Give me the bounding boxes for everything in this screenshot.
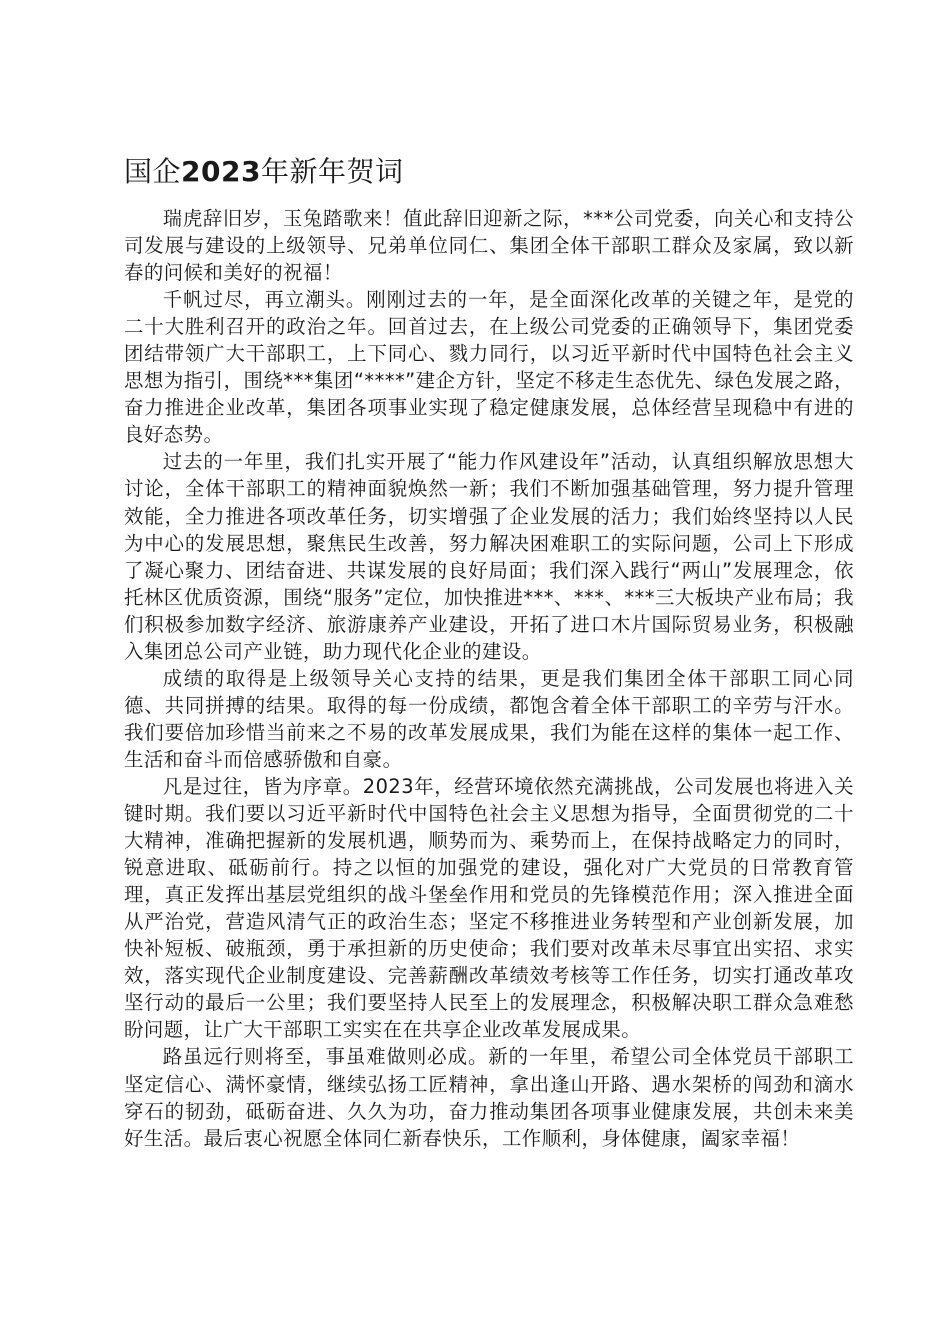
- paragraph-review: 千帆过尽，再立潮头。刚刚过去的一年，是全面深化改革的关键之年，是党的二十大胜利召开的政治之年。回首过去，在上级公司党委的正确领导下，集团党委团结带领广大干部职工，上下同心、戮力同行，以习近平新时代中国特色社会主义思想为指引，围绕***集团“****”建企方针，坚定不移走生态优先、绿色发展之路，奋力推进企业改革，集团各项事业实现了稳定健康发展，总体经营呈现稳中有进的良好态势。: [124, 288, 854, 447]
- paragraph-closing: 路虽远行则将至，事虽难做则必成。新的一年里，希望公司全体党员干部职工坚定信心、满怀豪情，继续弘扬工匠精神，拿出逢山开路、遇水架桥的闯劲和滴水穿石的韧劲，砥砺奋进、久久为功，奋力推动集团各项事业健康发展，共创未来美好生活。最后衷心祝愿全体同仁新春快乐，工作顺利，身体健康，阖家幸福！: [124, 1045, 854, 1150]
- paragraph-gratitude: 成绩的取得是上级领导关心支持的结果，更是我们集团全体干部职工同心同德、共同拼搏的结果。取得的每一份成绩，都饱含着全体干部职工的辛劳与汗水。我们要倍加珍惜当前来之不易的改革发展成果，我们为能在这样的集体一起工作、生活和奋斗而倍感骄傲和自豪。: [124, 666, 854, 771]
- title-year: 2023: [181, 155, 261, 188]
- title-prefix: 国企: [124, 155, 182, 188]
- paragraph-greeting: 瑞虎辞旧岁，玉兔踏歌来！值此辞旧迎新之际，***公司党委，向关心和支持公司发展与建设的上级领导、兄弟单位同仁、集团全体干部职工群众及家属，致以新春的问候和美好的祝福！: [124, 207, 854, 285]
- document-title: [124, 152, 844, 192]
- paragraph-outlook: 凡是过往，皆为序章。2023年，经营环境依然充满挑战，公司发展也将进入关键时期。我们要以习近平新时代中国特色社会主义思想为指导，全面贯彻党的二十大精神，准确把握新的发展机遇，顺势而为、乘势而上，在保持战略定力的同时，锐意进取、砥砺前行。持之以恒的加强党的建设，强化对广大党员的日常教育管理，真正发挥出基层党组织的战斗堡垒作用和党员的先锋模范作用；深入推进全面从严治党，营造风清气正的政治生态；坚定不移推进业务转型和产业创新发展，加快补短板、破瓶颈，勇于承担新的历史使命；我们要对改革未尽事宜出实招、求实效，落实现代企业制度建设、完善薪酬改革绩效考核等工作任务，切实打通改革攻坚行动的最后一公里；我们要坚持人民至上的发展理念，积极解决职工群众急难愁盼问题，让广大干部职工实实在在共享企业改革发展成果。: [124, 774, 854, 1042]
- title-suffix: 年新年贺词: [260, 155, 404, 188]
- paragraph-achievements: 过去的一年里，我们扎实开展了“能力作风建设年”活动，认真组织解放思想大讨论，全体干部职工的精神面貌焕然一新；我们不断加强基础管理，努力提升管理效能，全力推进各项改革任务，切实增强了企业发展的活力；我们始终坚持以人民为中心的发展思想，聚焦民生改善，努力解决困难职工的实际问题，公司上下形成了凝心聚力、团结奋进、共谋发展的良好局面；我们深入践行“两山”发展理念，依托林区优质资源，围绕“服务”定位，加快推进***、***、***三大板块产业布局；我们积极参加数字经济、旅游康养产业建设，开拓了进口木片国际贸易业务，积极融入集团总公司产业链，助力现代化企业的建设。: [124, 450, 854, 663]
- document-body: [124, 205, 854, 1152]
